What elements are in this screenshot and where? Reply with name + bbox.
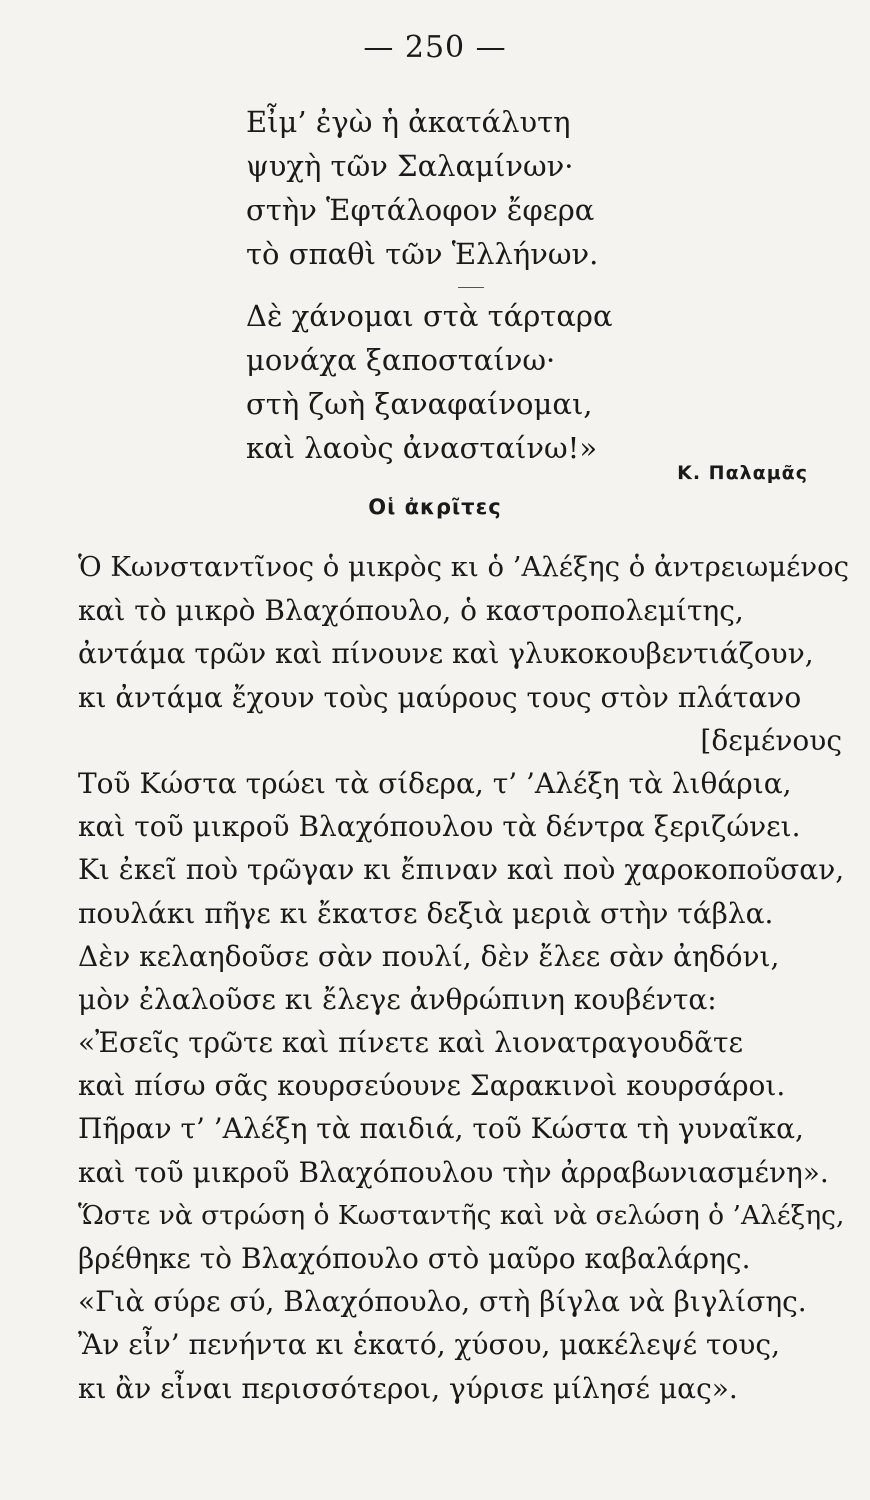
section-heading: Οἱ ἀκρῖτες [368,495,502,519]
poem-stanza-2 [246,294,613,470]
text-line: μὸν ἐλαλοῦσε κι ἔλεγε ἀνθρώπινη κουβέντα: [78,982,717,1016]
text-line: βρέθηκε τὸ Βλαχόπουλο στὸ μαῦρο καβαλάρης. [78,1242,751,1275]
stanza-divider [458,287,484,288]
text-line: Ὁ Κωνσταντῖνος ὁ μικρὸς κι ὁ ’Αλέξης ὁ ἀντρειωμένος [78,551,850,583]
text-line: κι ἂν εἶναι περισσότεροι, γύρισε μίλησέ μας». [78,1371,738,1405]
poem-line: Δὲ χάνομαι στὰ τάρταρα [246,299,613,333]
text-line: «Γιὰ σύρε σύ, Βλαχόπουλο, στὴ βίγλα νὰ βιγλίσης. [78,1285,807,1319]
text-line: Τοῦ Κώστα τρώει τὰ σίδερα, τ’ ’Αλέξη τὰ λιθάρια, [78,766,792,800]
poem-line: καὶ λαοὺς ἀνασταίνω!» [246,431,598,465]
poem-line: στὴν Ἑφτάλοφον ἔφερα [246,193,595,227]
ballad-text [78,546,850,1410]
poem-line: μονάχα ξαποσταίνω· [246,343,556,377]
poem-line: τὸ σπαθὶ τῶν Ἑλλήνων. [246,237,599,271]
text-line: Κι ἐκεῖ ποὺ τρῶγαν κι ἔπιναν καὶ ποὺ χαροκοποῦσαν, [78,853,845,887]
text-line: «Ἐσεῖς τρῶτε καὶ πίνετε καὶ λιονατραγουδᾶτε [78,1026,743,1060]
text-line: Ὥστε νὰ στρώση ὁ Κωσταντῆς καὶ νὰ σελώση ὁ ’Αλέξης, [78,1199,845,1231]
text-line: Πῆραν τ’ ’Αλέξη τὰ παιδιά, τοῦ Κώστα τὴ γυναῖκα, [78,1112,804,1146]
text-line: πουλάκι πῆγε κι ἔκατσε δεξιὰ μεριὰ στὴν τάβλα. [78,896,774,930]
text-line-continuation: [δεμένους [700,723,842,757]
text-line: κι ἀντάμα ἔχουν τοὺς μαύρους τους στὸν πλάτανο [78,680,802,714]
text-line: καὶ πίσω σᾶς κουρσεύουνε Σαρακινοὶ κουρσάροι. [78,1069,786,1103]
page-number: — 250 — [363,30,507,65]
poem-line: στὴ ζωὴ ξαναφαίνομαι, [246,387,593,421]
text-line: Δὲν κελαηδοῦσε σὰν πουλί, δὲν ἔλεε σὰν ἀηδόνι, [78,939,780,973]
text-line: Ἂν εἶν’ πενήντα κι ἑκατό, χύσου, μακέλεψέ τους, [78,1328,780,1362]
poem-line: ψυχὴ τῶν Σαλαμίνων· [246,149,574,183]
poem-stanza-1 [246,100,598,276]
text-line: καὶ τοῦ μικροῦ Βλαχόπουλου τὰ δέντρα ξεριζώνει. [78,810,801,844]
text-line: καὶ τὸ μικρὸ Βλαχόπουλο, ὁ καστροπολεμίτης, [78,594,744,628]
poem-author: Κ. Παλαμᾶς [677,462,808,484]
poem-line: Εἶμ’ ἐγὼ ἡ ἀκατάλυτη [246,105,571,139]
text-line: ἀντάμα τρῶν καὶ πίνουνε καὶ γλυκοκουβεντιάζουν, [78,637,814,671]
text-line: καὶ τοῦ μικροῦ Βλαχόπουλου τὴν ἀρραβωνιασμένη». [78,1155,829,1189]
